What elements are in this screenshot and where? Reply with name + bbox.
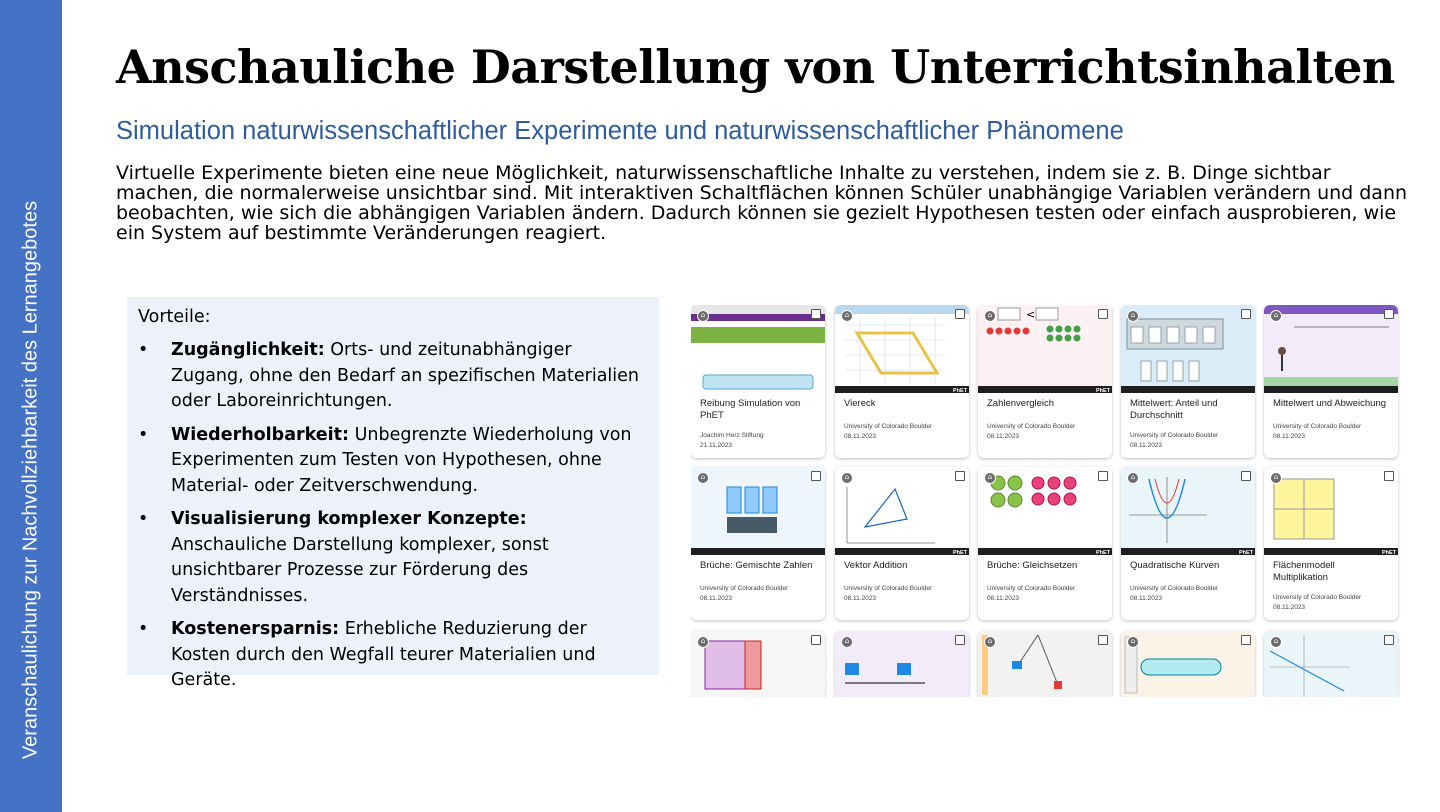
thumbnail-illustration — [1121, 467, 1255, 555]
lock-icon: ⌂ — [984, 472, 996, 484]
thumbnail-illustration — [1264, 467, 1398, 555]
bullet-icon: • — [138, 509, 149, 529]
card-publisher: University of Colorado Boulder — [700, 585, 789, 592]
select-checkbox[interactable] — [1241, 309, 1251, 319]
phet-logo: PhET — [1096, 388, 1111, 393]
advantage-text: Anschauliche Darstellung komplexer, sonst unsichtbarer Prozesse zur Förderung des Verständnisses. — [171, 534, 549, 606]
select-checkbox[interactable] — [1098, 635, 1108, 645]
simulation-card[interactable] — [691, 305, 825, 458]
card-thumbnail — [978, 631, 1112, 697]
select-checkbox[interactable] — [1384, 635, 1394, 645]
advantages-list — [138, 338, 647, 694]
simulation-card[interactable] — [978, 631, 1112, 697]
card-publisher: University of Colorado Boulder — [1130, 432, 1219, 439]
sidebar-text: Veranschaulichung zur Nachvollziehbarkeit des Lernangebotes — [19, 200, 42, 760]
simulation-card[interactable] — [1264, 305, 1398, 458]
card-title: Quadratische Kurven — [1130, 560, 1220, 571]
simulation-card[interactable] — [835, 467, 969, 620]
card-publisher: University of Colorado Boulder — [987, 423, 1076, 430]
simulation-card[interactable] — [978, 467, 1112, 620]
card-thumbnail — [1121, 467, 1255, 555]
lock-icon: ⌂ — [984, 310, 996, 322]
card-thumbnail — [1264, 467, 1398, 555]
card-date: 08.11.2023 — [844, 433, 877, 440]
simulation-card[interactable] — [835, 305, 969, 458]
card-publisher: University of Colorado Boulder — [1130, 585, 1219, 592]
advantage-term: Wiederholbarkeit: — [171, 424, 350, 445]
lock-icon: ⌂ — [984, 636, 996, 648]
card-thumbnail — [835, 631, 969, 697]
lock-icon: ⌂ — [1270, 472, 1282, 484]
advantage-item — [138, 423, 647, 500]
select-checkbox[interactable] — [955, 309, 965, 319]
lock-icon: ⌂ — [841, 636, 853, 648]
card-publisher: University of Colorado Boulder — [1273, 423, 1362, 430]
select-checkbox[interactable] — [1384, 471, 1394, 481]
select-checkbox[interactable] — [811, 309, 821, 319]
simulation-card[interactable] — [1264, 631, 1398, 697]
select-checkbox[interactable] — [811, 471, 821, 481]
phet-logo: PhET — [1096, 550, 1111, 555]
card-publisher: University of Colorado Boulder — [1273, 594, 1362, 601]
lock-icon: ⌂ — [697, 472, 709, 484]
select-checkbox[interactable] — [1241, 635, 1251, 645]
card-title: Reibung Simulation von PhET — [700, 398, 801, 421]
phet-logo: PhET — [953, 388, 968, 393]
advantage-term: Zugänglichkeit: — [171, 340, 325, 360]
select-checkbox[interactable] — [955, 471, 965, 481]
bullet-icon: • — [138, 619, 149, 639]
thumbnail-illustration — [1121, 631, 1255, 697]
advantage-item — [138, 338, 647, 415]
card-thumbnail — [1121, 631, 1255, 697]
select-checkbox[interactable] — [1098, 309, 1108, 319]
select-checkbox[interactable] — [811, 635, 821, 645]
simulation-card[interactable] — [691, 631, 825, 697]
card-date: 08.11.2023 — [987, 595, 1020, 602]
card-title: Mittelwert: Anteil und Durchschnitt — [1130, 398, 1218, 421]
select-checkbox[interactable] — [1384, 309, 1394, 319]
thumbnail-illustration — [835, 305, 969, 393]
lock-icon: ⌂ — [1127, 310, 1139, 322]
card-publisher: University of Colorado Boulder — [844, 423, 933, 430]
advantage-term: Kostenersparnis: — [171, 619, 340, 639]
intro-paragraph: Virtuelle Experimente bieten eine neue Möglichkeit, naturwissenschaftliche Inhalte zu verstehen, indem sie z. B. Dinge sichtbar machen, die normalerweise unsichtbar sind. Mit interaktiven Schaltflächen können Schüler unabhängige Variablen verändern und dann beobachten, wie sich die abhängigen Variablen ändern. Dadurch können sie gezielt Hypothesen testen oder einfach ausprobieren, wie ein System auf bestimmte Veränderungen reagiert. — [116, 162, 1408, 244]
lock-icon: ⌂ — [1270, 636, 1282, 648]
card-date: 08.11.2023 — [844, 595, 877, 602]
card-thumbnail — [1264, 305, 1398, 393]
advantage-text: Orts- und zeitunabhängiger Zugang, ohne den Bedarf an spezifischen Materialien oder Laboreinrichtungen. — [171, 340, 640, 411]
page-subtitle: Simulation naturwissenschaftlicher Experimente und naturwissenschaftlicher Phänomene — [116, 117, 1124, 145]
simulation-card-grid — [691, 305, 1411, 697]
card-title: Viereck — [844, 398, 876, 409]
simulation-card[interactable] — [835, 631, 969, 697]
thumbnail-illustration — [978, 631, 1112, 697]
advantage-text: Erhebliche Reduzierung der Kosten durch den Wegfall teurer Materialien und Geräte. — [171, 619, 596, 690]
simulation-card[interactable] — [1264, 467, 1398, 620]
card-date: 08.11.2023 — [1273, 433, 1306, 440]
card-date: 08.11.2023 — [987, 433, 1020, 440]
phet-logo: PhET — [953, 550, 968, 555]
card-thumbnail — [691, 631, 825, 697]
card-thumbnail — [691, 305, 825, 393]
bullet-icon: • — [138, 340, 149, 360]
card-thumbnail — [835, 305, 969, 393]
card-title: Mittelwert und Abweichung — [1273, 398, 1387, 409]
card-date: 08.11.2023 — [1130, 442, 1163, 449]
thumbnail-illustration — [978, 467, 1112, 555]
card-publisher: University of Colorado Boulder — [987, 585, 1076, 592]
thumbnail-illustration — [835, 631, 969, 697]
card-title: Vektor Addition — [844, 560, 908, 571]
card-title: Flächenmodell Multiplikation — [1273, 560, 1335, 583]
card-publisher: Joachim Herz Stiftung — [700, 432, 764, 439]
lock-icon: ⌂ — [841, 310, 853, 322]
thumbnail-illustration — [1264, 305, 1398, 393]
card-publisher: University of Colorado Boulder — [844, 585, 933, 592]
sidebar — [0, 0, 62, 812]
simulation-card[interactable] — [1121, 631, 1255, 697]
thumbnail-illustration — [978, 305, 1112, 393]
lock-icon: ⌂ — [1127, 636, 1139, 648]
select-checkbox[interactable] — [1241, 471, 1251, 481]
card-thumbnail — [691, 467, 825, 555]
page-title: Anschauliche Darstellung von Unterrichtsinhalten — [116, 40, 1395, 94]
simulation-card[interactable] — [978, 305, 1112, 458]
lock-icon: ⌂ — [697, 310, 709, 322]
card-thumbnail — [978, 305, 1112, 393]
thumbnail-illustration — [1121, 305, 1255, 393]
advantage-item — [138, 617, 647, 694]
thumbnail-illustration — [835, 467, 969, 555]
advantage-text: Unbegrenzte Wiederholung von Experimenten zum Testen von Hypothesen, ohne Material- oder Zeitverschwendung. — [171, 424, 632, 496]
select-checkbox[interactable] — [955, 635, 965, 645]
simulation-card[interactable] — [1121, 467, 1255, 620]
card-date: 08.11.2023 — [700, 595, 733, 602]
bullet-icon: • — [138, 424, 149, 445]
advantages-box — [127, 297, 659, 690]
card-title: Brüche: Gleichsetzen — [987, 560, 1078, 571]
card-thumbnail — [978, 467, 1112, 555]
card-date: 08.11.2023 — [1130, 595, 1163, 602]
card-title: Brüche: Gemischte Zahlen — [700, 560, 813, 571]
lock-icon: ⌂ — [1270, 310, 1282, 322]
thumbnail-illustration — [1264, 631, 1398, 697]
card-date: 08.11.2023 — [1273, 604, 1306, 611]
lock-icon: ⌂ — [697, 636, 709, 648]
advantage-term: Visualisierung komplexer Konzepte: — [171, 509, 527, 529]
phet-logo: PhET — [1239, 550, 1254, 555]
simulation-card[interactable] — [1121, 305, 1255, 458]
simulation-card[interactable] — [691, 467, 825, 620]
advantage-item — [138, 507, 647, 609]
select-checkbox[interactable] — [1098, 471, 1108, 481]
thumbnail-illustration — [691, 305, 825, 393]
card-thumbnail — [1121, 305, 1255, 393]
card-date: 21.11.2023 — [700, 442, 733, 449]
advantages-heading: Vorteile: — [138, 307, 211, 327]
svg-text:<: < — [1026, 308, 1036, 321]
lock-icon: ⌂ — [841, 472, 853, 484]
thumbnail-illustration — [691, 631, 825, 697]
card-thumbnail — [1264, 631, 1398, 697]
thumbnail-illustration — [691, 467, 825, 555]
phet-logo: PhET — [1382, 550, 1397, 555]
card-title: Zahlenvergleich — [987, 398, 1055, 409]
card-thumbnail — [835, 467, 969, 555]
lock-icon: ⌂ — [1127, 472, 1139, 484]
